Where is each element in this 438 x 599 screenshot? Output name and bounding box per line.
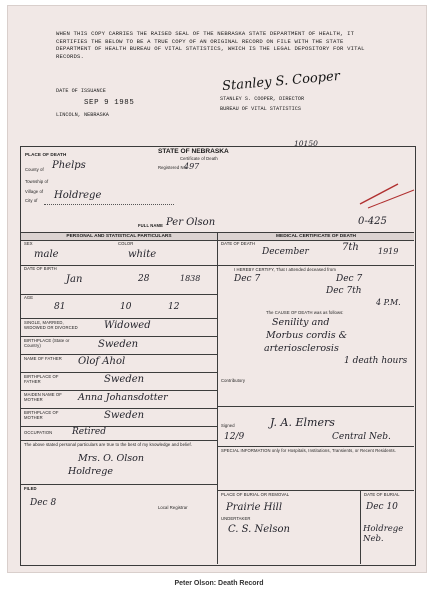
dob-day: 28 (138, 274, 150, 284)
physician-signature: J. A. Elmers (270, 416, 335, 429)
rule (218, 490, 414, 491)
mother-label: MAIDEN NAME OF MOTHER (24, 392, 62, 402)
medical-header: MEDICAL CERTIFICATE OF DEATH (218, 232, 414, 241)
dob-label: DATE OF BIRTH (24, 266, 57, 271)
rule (21, 336, 217, 337)
contributory-label: Contributory (221, 378, 246, 383)
time-of-death: 4 P.M. (376, 298, 401, 307)
issuance-label: DATE OF ISSUANCE (56, 88, 106, 94)
registered-no: 497 (184, 162, 200, 171)
undertaker-address: Holdrege Neb. (363, 524, 404, 544)
township-label: Township of (25, 179, 49, 184)
occupation-label: OCCUPATION (24, 430, 53, 435)
birthplace: Sweden (98, 339, 139, 350)
issuance-place: LINCOLN, NEBRASKA (56, 112, 109, 118)
father-birthplace: Sweden (104, 374, 145, 385)
undertaker: C. S. Nelson (228, 524, 290, 535)
mother-birthplace: Sweden (104, 410, 145, 421)
cause-label: The CAUSE OF DEATH was as follows: (266, 310, 344, 315)
rule (21, 318, 217, 319)
rule (21, 294, 217, 295)
burial-place: Prairie Hill (226, 502, 283, 513)
marital-label: SINGLE, MARRIED, WIDOWED OR DIVORCED (24, 320, 78, 330)
age-label: AGE (24, 295, 34, 300)
certify-text: I HEREBY CERTIFY, That I attended deceased from (234, 267, 336, 272)
dod-day: 7th (342, 242, 359, 253)
sex: male (34, 249, 59, 260)
rule (218, 406, 414, 407)
village-label: Village of (25, 189, 44, 194)
registered-no-label: Registered No. (158, 165, 188, 170)
dod-month: December (262, 247, 309, 257)
dob-year: 1838 (180, 274, 201, 283)
filed-date: Dec 8 (30, 498, 57, 508)
rule (21, 354, 217, 355)
special-info-text: SPECIAL INFORMATION only for Hospitals, Institutions, Transients, or Recent Residents. (221, 448, 396, 453)
certificate-number: 0-425 (358, 216, 387, 227)
cause-line-1: Senility and (272, 317, 330, 328)
county: Phelps (52, 160, 86, 171)
death-certificate-scan (8, 6, 426, 572)
file-number: 10150 (294, 139, 318, 148)
dod-year: 1919 (378, 247, 399, 256)
city-underline (44, 204, 174, 205)
father: Olof Ahol (78, 356, 126, 367)
mother-birthplace-label: BIRTHPLACE OF MOTHER (24, 410, 59, 420)
attended-from: Dec 7 (234, 274, 261, 284)
undertaker-label: UNDERTAKER (221, 516, 251, 521)
sex-label: SEX (24, 241, 33, 246)
informant-address: Holdrege (68, 466, 113, 477)
registrar-stamp-mark (358, 178, 423, 210)
color-label: COLOR (118, 241, 134, 246)
place-of-death-label: PLACE OF DEATH (25, 152, 67, 157)
director-name: STANLEY S. COOPER, DIRECTOR (220, 96, 305, 102)
burial-date: Dec 10 (366, 502, 398, 512)
bureau-name: BUREAU OF VITAL STATISTICS (220, 106, 301, 112)
rule (21, 372, 217, 373)
full-name: Per Olson (166, 217, 216, 228)
image-caption: Peter Olson: Death Record (174, 580, 264, 587)
burial-date-label: DATE OF BURIAL (364, 492, 400, 497)
rule (21, 440, 217, 441)
physician-address: Central Neb. (332, 432, 391, 442)
rule (218, 265, 414, 266)
state-title: STATE OF NEBRASKA (158, 148, 229, 155)
rule (21, 484, 217, 485)
birthplace-label: BIRTHPLACE (State or Country) (24, 338, 70, 348)
issuance-date: SEP 9 1985 (84, 99, 135, 107)
rule (21, 426, 217, 427)
director-signature: Stanley S. Cooper (221, 68, 341, 95)
marital: Widowed (104, 320, 151, 331)
age-years: 81 (54, 302, 66, 312)
signed-date: 12/9 (224, 432, 245, 442)
age-months: 10 (120, 302, 132, 312)
mother: Anna Johansdotter (78, 392, 168, 403)
cause-line-3: arteriosclerosis (264, 343, 339, 354)
personal-header: PERSONAL AND STATISTICAL PARTICULARS (21, 232, 217, 241)
signed-label: Signed (221, 423, 235, 428)
color: white (128, 249, 157, 260)
rule (21, 390, 217, 391)
city: Holdrege (54, 190, 102, 201)
cause-line-2: Morbus cordis & (266, 330, 348, 341)
column-divider (217, 232, 218, 564)
occupation: Retired (72, 427, 106, 437)
age-days: 12 (168, 302, 180, 312)
father-birthplace-label: BIRTHPLACE OF FATHER (24, 374, 59, 384)
rule (218, 446, 414, 447)
certification-text: WHEN THIS COPY CARRIES THE RAISED SEAL OF THE NEBRASKA STATE DEPARTMENT OF HEALTH, IT CERTIFIES THE BELOW TO BE A TRUE COPY OF AN ORIGINAL RECORD ON FILE WITH THE STATE DEPARTMENT OF HEALTH BUREAU OF VITAL STATISTICS, WHICH IS THE LEGAL DEPOSITORY FOR VITAL RECORDS. (56, 30, 365, 60)
dod-label: DATE OF DEATH (221, 241, 256, 246)
full-name-label: FULL NAME (138, 223, 164, 228)
last-saw-alive: Dec 7th (326, 286, 362, 296)
informant: Mrs. O. Olson (78, 453, 144, 464)
burial-divider (360, 490, 361, 564)
city-label: City of (25, 198, 38, 203)
burial-label: PLACE OF BURIAL OR REMOVAL (221, 492, 290, 497)
local-registrar-label: Local Registrar (158, 505, 188, 510)
certificate-subtitle: Certificate of Death (180, 156, 218, 161)
duration: 1 death hours (344, 356, 408, 366)
county-label: County of (25, 167, 44, 172)
dob-month: Jan (66, 274, 83, 285)
filed-label: FILED (24, 486, 37, 491)
attended-to: Dec 7 (336, 274, 363, 284)
father-label: NAME OF FATHER (24, 356, 62, 361)
rule (21, 408, 217, 409)
informant-text: The above stated personal particulars are true to the best of my knowledge and belief. (24, 442, 193, 447)
